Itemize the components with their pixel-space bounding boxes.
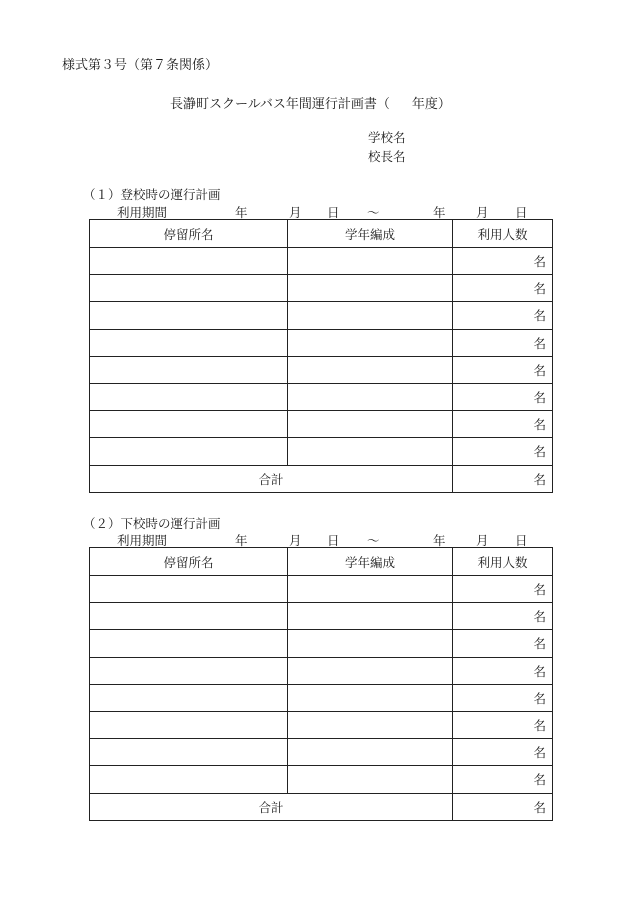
grade-cell[interactable] [288, 302, 453, 329]
stop-cell[interactable] [90, 438, 288, 465]
count-cell[interactable]: 名 [453, 329, 553, 356]
table-header-row [90, 548, 553, 576]
count-cell[interactable]: 名 [453, 711, 553, 738]
period-label: 利用期間 [117, 205, 168, 220]
period-tilde: ～ [367, 205, 380, 220]
grade-cell[interactable] [288, 248, 453, 275]
grade-cell[interactable] [288, 630, 453, 657]
period-end-month-label: 月 [476, 533, 489, 548]
stop-cell[interactable] [90, 630, 288, 657]
grade-cell[interactable] [288, 383, 453, 410]
stop-cell[interactable] [90, 411, 288, 438]
total-label: 合計 [90, 793, 453, 820]
table-row [90, 411, 553, 438]
arrival-plan-table [89, 219, 553, 493]
principal-name-label: 校長名 [368, 149, 406, 164]
grade-cell[interactable] [288, 275, 453, 302]
school-info [368, 128, 406, 166]
table-row [90, 739, 553, 766]
grade-cell[interactable] [288, 411, 453, 438]
grade-cell[interactable] [288, 711, 453, 738]
section-title-arrival: （１）登校時の運行計画 [83, 187, 221, 202]
count-cell[interactable]: 名 [453, 302, 553, 329]
period-end-month-label: 月 [476, 205, 489, 220]
header-grade: 学年編成 [288, 548, 453, 576]
stop-cell[interactable] [90, 657, 288, 684]
total-row [90, 465, 553, 492]
form-number: 様式第３号（第７条関係） [62, 58, 219, 73]
table-row [90, 248, 553, 275]
grade-cell[interactable] [288, 329, 453, 356]
departure-plan-table [89, 547, 553, 821]
grade-cell[interactable] [288, 766, 453, 793]
count-cell[interactable]: 名 [453, 356, 553, 383]
count-cell[interactable]: 名 [453, 766, 553, 793]
grade-cell[interactable] [288, 356, 453, 383]
period-start-day-label: 日 [327, 205, 340, 220]
count-cell[interactable]: 名 [453, 739, 553, 766]
count-cell[interactable]: 名 [453, 411, 553, 438]
stop-cell[interactable] [90, 711, 288, 738]
section-title-departure: （２）下校時の運行計画 [83, 516, 221, 531]
total-count-cell[interactable]: 名 [453, 793, 553, 820]
period-start-month-label: 月 [289, 205, 302, 220]
count-cell[interactable]: 名 [453, 603, 553, 630]
table-row [90, 766, 553, 793]
table-row [90, 657, 553, 684]
count-cell[interactable]: 名 [453, 248, 553, 275]
document-title-suffix: 年度） [411, 97, 451, 112]
stop-cell[interactable] [90, 329, 288, 356]
stop-cell[interactable] [90, 766, 288, 793]
grade-cell[interactable] [288, 576, 453, 603]
period-label: 利用期間 [117, 533, 168, 548]
table-row [90, 383, 553, 410]
total-label: 合計 [90, 465, 453, 492]
school-name-label: 学校名 [368, 130, 406, 145]
count-cell[interactable]: 名 [453, 383, 553, 410]
table-row [90, 329, 553, 356]
period-start-year-label: 年 [235, 533, 248, 548]
stop-cell[interactable] [90, 302, 288, 329]
table-row [90, 302, 553, 329]
count-cell[interactable]: 名 [453, 576, 553, 603]
stop-cell[interactable] [90, 576, 288, 603]
header-users: 利用人数 [453, 548, 553, 576]
document-title [170, 93, 451, 112]
document-title-prefix: 長瀞町スクールバス年間運行計画書（ [170, 97, 390, 112]
header-stop-name: 停留所名 [90, 548, 288, 576]
stop-cell[interactable] [90, 356, 288, 383]
grade-cell[interactable] [288, 603, 453, 630]
table-row [90, 576, 553, 603]
period-end-year-label: 年 [433, 205, 446, 220]
period-start-year-label: 年 [235, 205, 248, 220]
total-count-cell[interactable]: 名 [453, 465, 553, 492]
table-row [90, 711, 553, 738]
grade-cell[interactable] [288, 438, 453, 465]
table-header-row [90, 220, 553, 248]
stop-cell[interactable] [90, 684, 288, 711]
period-end-day-label: 日 [515, 533, 528, 548]
grade-cell[interactable] [288, 684, 453, 711]
table-row [90, 603, 553, 630]
table-row [90, 275, 553, 302]
stop-cell[interactable] [90, 275, 288, 302]
table-row [90, 438, 553, 465]
table-row [90, 684, 553, 711]
stop-cell[interactable] [90, 248, 288, 275]
header-grade: 学年編成 [288, 220, 453, 248]
stop-cell[interactable] [90, 739, 288, 766]
period-start-month-label: 月 [289, 533, 302, 548]
count-cell[interactable]: 名 [453, 684, 553, 711]
header-stop-name: 停留所名 [90, 220, 288, 248]
stop-cell[interactable] [90, 603, 288, 630]
table-row [90, 630, 553, 657]
stop-cell[interactable] [90, 383, 288, 410]
period-end-day-label: 日 [515, 205, 528, 220]
count-cell[interactable]: 名 [453, 630, 553, 657]
header-users: 利用人数 [453, 220, 553, 248]
period-start-day-label: 日 [327, 533, 340, 548]
count-cell[interactable]: 名 [453, 275, 553, 302]
total-row [90, 793, 553, 820]
count-cell[interactable]: 名 [453, 657, 553, 684]
grade-cell[interactable] [288, 739, 453, 766]
count-cell[interactable]: 名 [453, 438, 553, 465]
period-tilde: ～ [367, 533, 380, 548]
period-end-year-label: 年 [433, 533, 446, 548]
table-row [90, 356, 553, 383]
grade-cell[interactable] [288, 657, 453, 684]
